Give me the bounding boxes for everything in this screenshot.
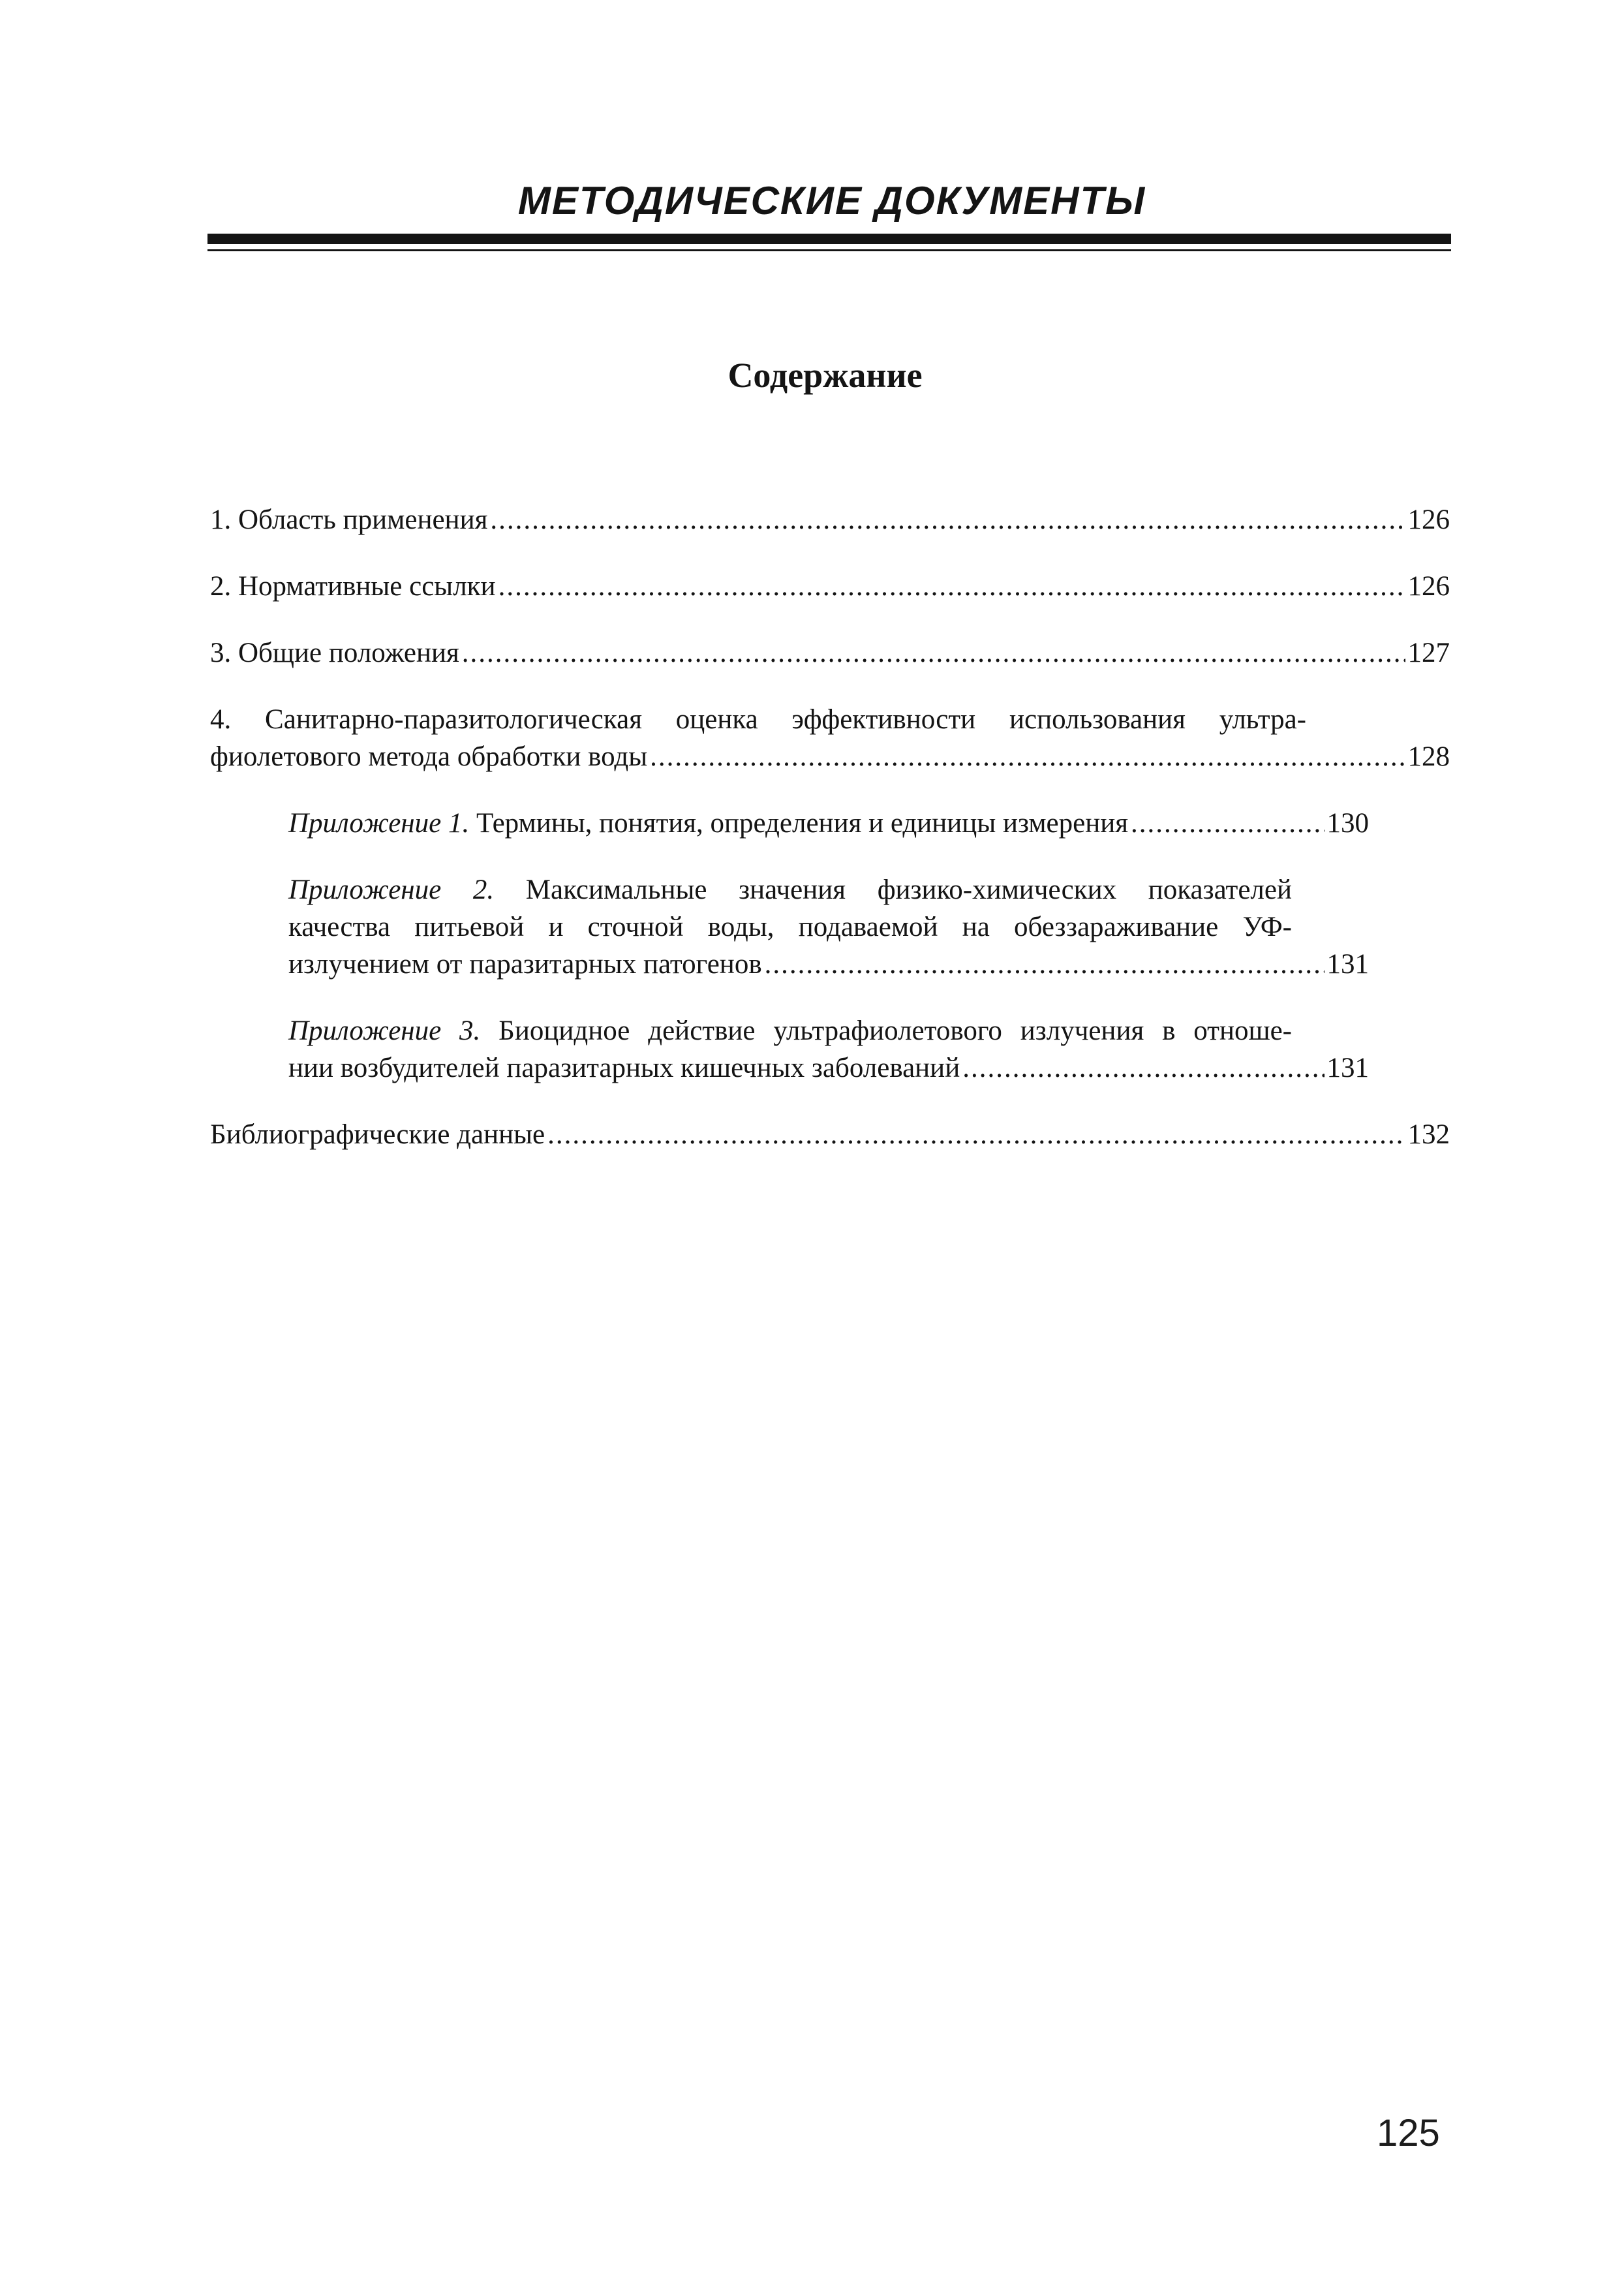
dot-leader [547,1116,1405,1153]
toc-entry-text-line [288,1012,1292,1049]
toc-entry-text-line: 4. Санитарно-паразитологическая оценка эффективности использования ультра- [210,704,1306,735]
appendix-label: Приложение 2. [288,875,495,905]
toc-page-number: 126 [1407,504,1450,535]
appendix-label: Приложение 3. [288,1015,481,1046]
dot-leader [650,738,1405,775]
toc-entry-text: 2. Нормативные ссылки [210,571,496,602]
page-number: 125 [1377,2112,1440,2154]
header-rule-thin [207,249,1451,251]
toc-page-number: 127 [1407,638,1450,668]
contents-heading: Содержание [728,356,923,395]
appendix-title: Термины, понятия, определения и единицы измерения [469,808,1129,839]
toc-entry-text: 1. Область применения [210,504,488,535]
running-header-title: МЕТОДИЧЕСКИЕ ДОКУМЕНТЫ [517,179,1146,223]
toc-page-number: 131 [1326,1053,1369,1083]
toc-entry-text-line [288,871,1292,908]
toc-page-number: 131 [1326,949,1369,980]
toc-entry-bibliographic-data[interactable] [210,1116,1450,1153]
toc-entry-appendix-3[interactable] [288,1012,1369,1087]
toc-page-number: 132 [1407,1119,1450,1150]
toc-entry-text-line: фиолетового метода обработки воды [210,741,648,772]
appendix-title: Биоцидное действие ультрафиолетового излучения в отноше- [480,1015,1292,1046]
toc-entry-appendix-1[interactable] [288,805,1369,842]
dot-leader [490,501,1405,538]
toc-page-number: 128 [1407,741,1450,772]
toc-entry-text: Библиографические данные [210,1119,545,1150]
dot-leader [498,568,1405,605]
dot-leader [962,1049,1324,1087]
toc-entry-general-provisions[interactable] [210,634,1450,672]
toc-entry-scope[interactable] [210,501,1450,538]
header-rule-thick [207,234,1451,244]
toc-entry-text-line: качества питьевой и сточной воды, подаваемой на обеззараживание УФ- [288,912,1292,942]
table-of-contents [210,501,1450,1153]
toc-entry-text [288,805,1128,842]
toc-entry-appendix-2[interactable] [288,871,1369,983]
dot-leader [1131,805,1324,842]
toc-entry-text-line: излучением от паразитарных патогенов [288,949,762,980]
toc-page-number: 126 [1407,571,1450,602]
toc-entry-normative-references[interactable] [210,568,1450,605]
toc-entry-text-line: нии возбудителей паразитарных кишечных заболеваний [288,1053,960,1083]
toc-entry-text: 3. Общие положения [210,638,459,668]
toc-entry-sanitary-assessment[interactable] [210,701,1450,775]
appendix-title: Максимальные значения физико-химических показателей [494,875,1292,905]
dot-leader [765,946,1325,983]
dot-leader [462,634,1405,672]
toc-page-number: 130 [1326,808,1369,839]
running-header [207,181,1451,251]
appendix-label: Приложение 1. [288,808,470,839]
